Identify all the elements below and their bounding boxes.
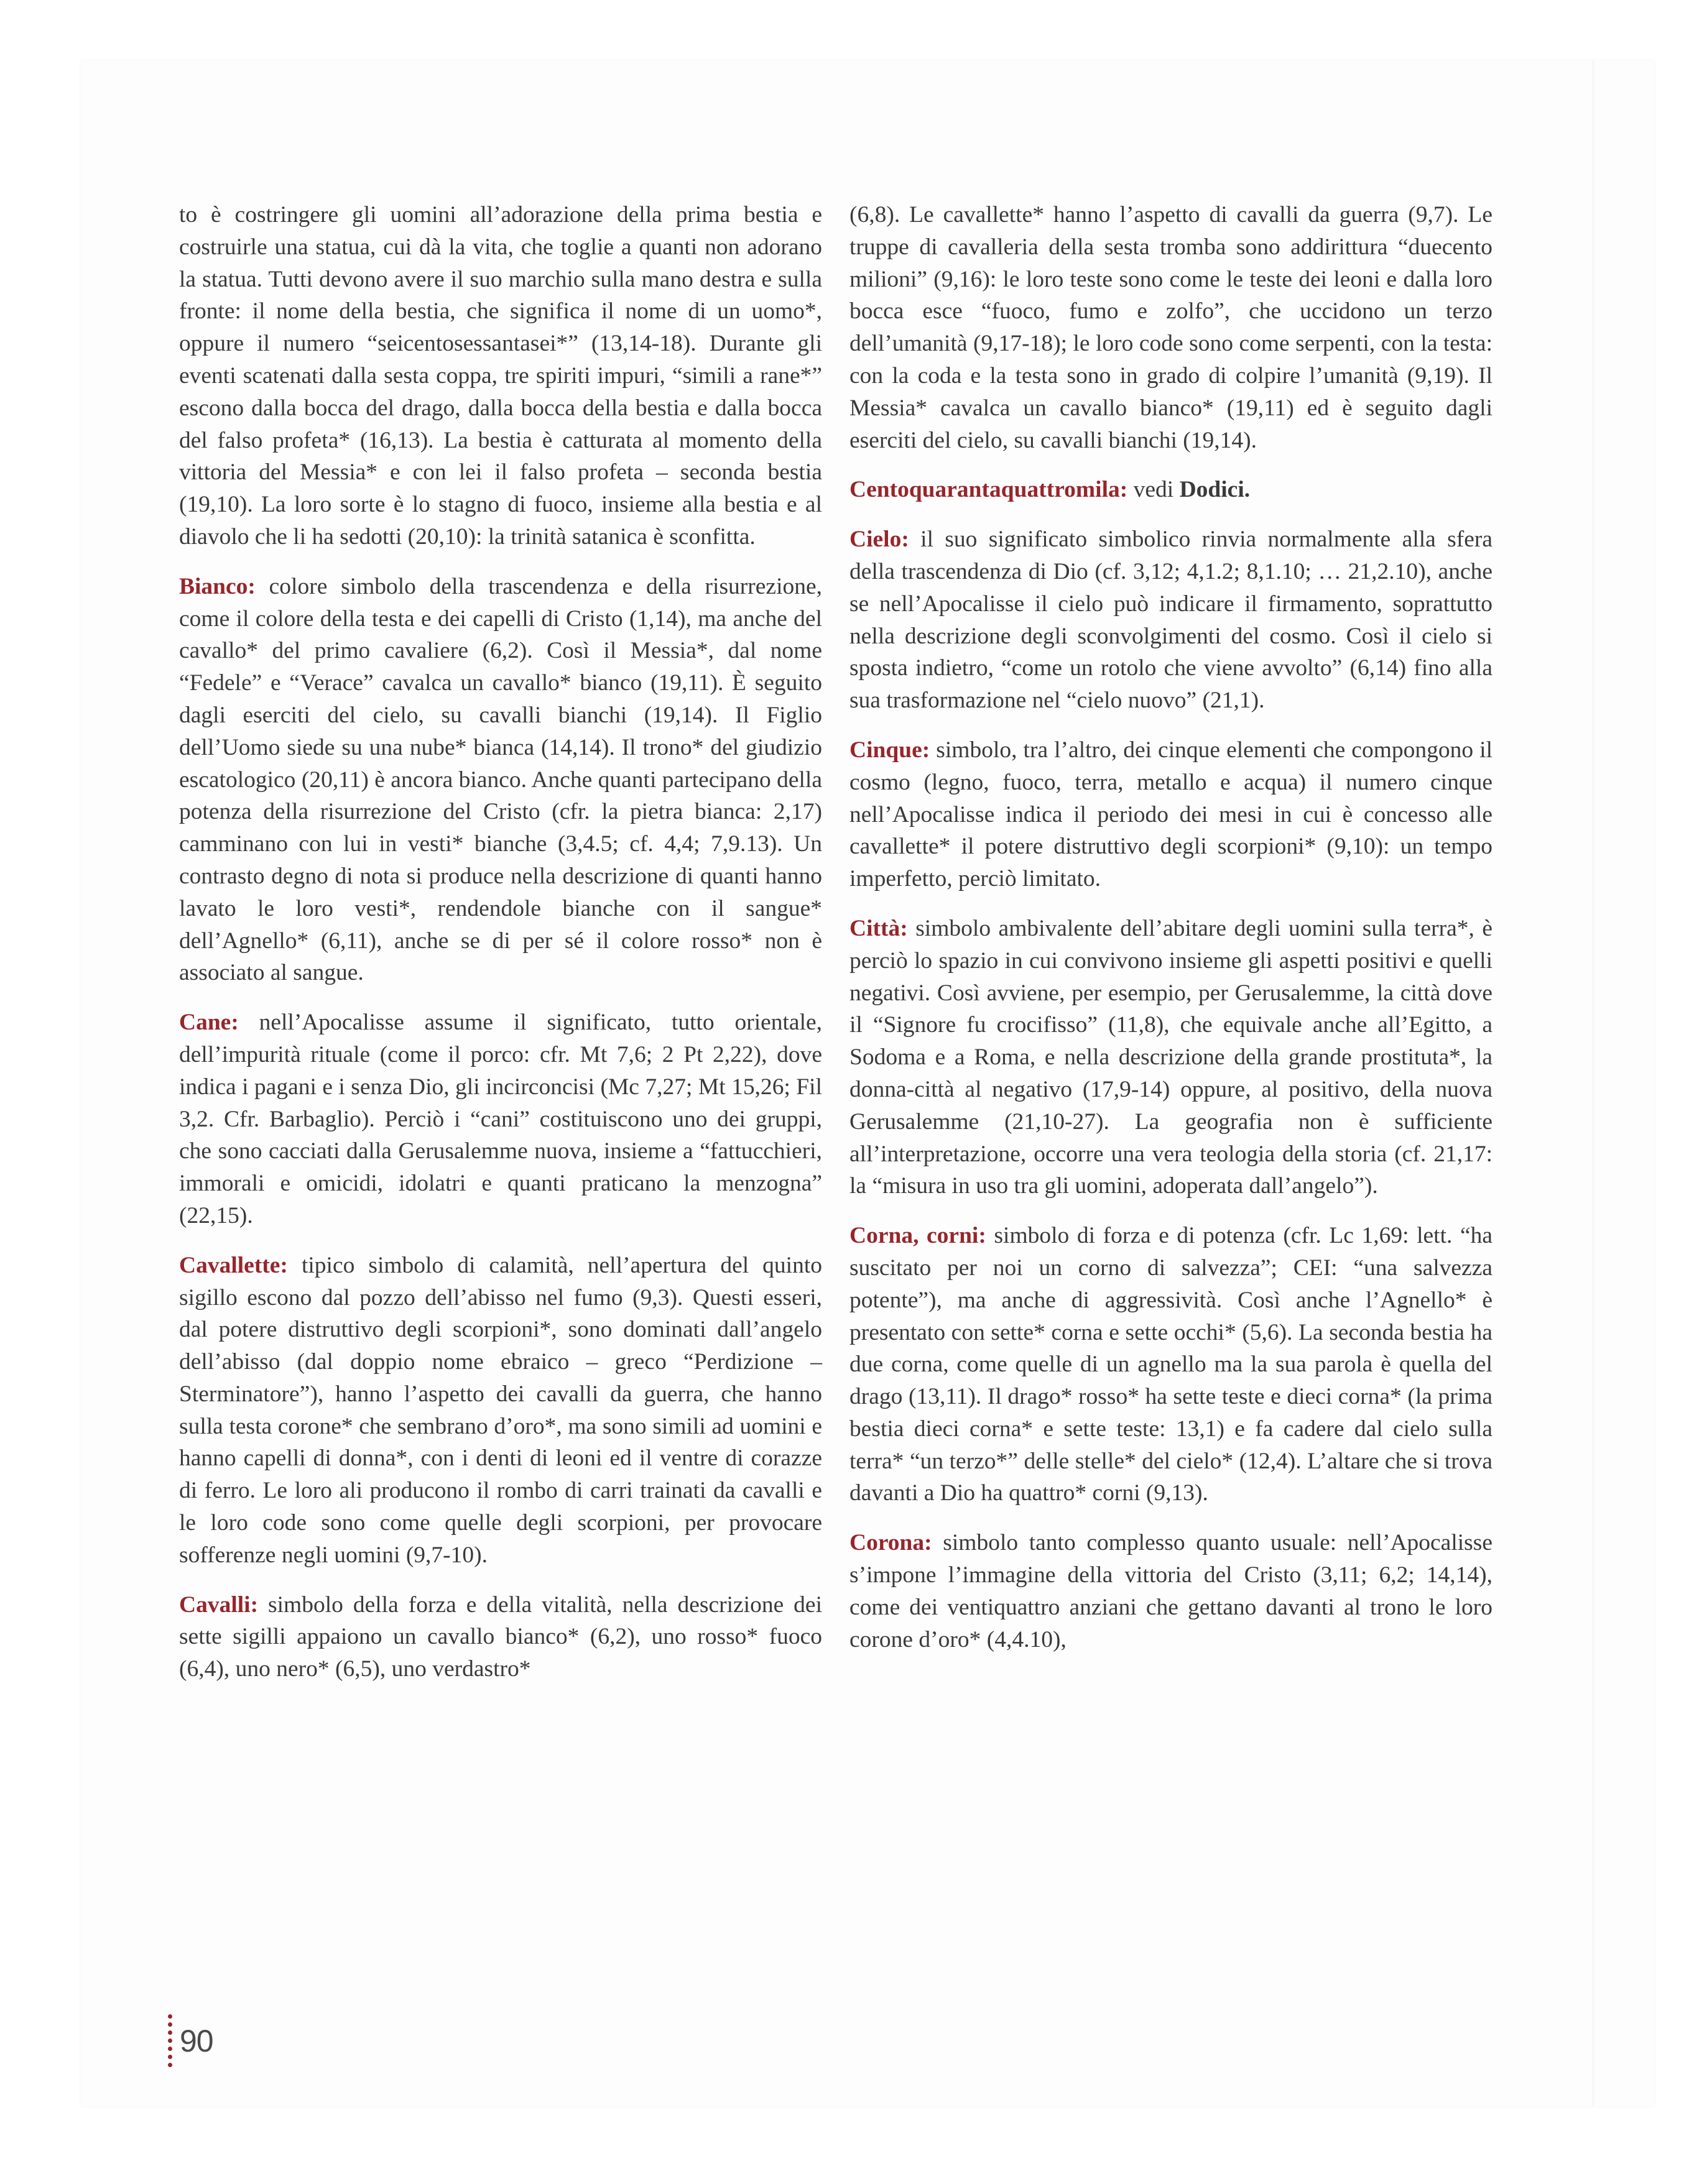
entry-text: simbolo di forza e di potenza (cfr. Lc 1,69: lett. “ha suscitato per noi un corno di salvezza”; CEI: “una salvezza potente”), ma anche di aggressività. Così anche l’Agnello* è presentato con sette* corna e sette occhi* (5,6). La seconda bestia ha due corna, come quelle di un agnello ma la sua parola è quella del drago (13,11). Il drago* rosso* ha sette teste e dieci corna* (la prima bestia dieci corna* e sette teste: 13,1) e fa cadere dal cielo sulla terra* “un terzo*” delle stelle* del cielo* (12,4). L’altare che si trova davanti a Dio ha quattro* corni (9,13).	[849, 1223, 1493, 1506]
entry-bestia-continuation	[179, 199, 822, 553]
entry-text: il suo significato simbolico rinvia normalmente alla sfera della trascendenza di Dio (cf. 3,12; 4,1.2; 8,1.10; … 21,2.10), anche se nell’Apocalisse il cielo può indicare il firmamento, soprattutto nella descrizione degli sconvolgimenti del cosmo. Così il cielo si sposta indietro, “come un rotolo che viene avvolto” (6,14) fino alla sua trasformazione nel “cielo nuovo” (21,1).	[849, 527, 1492, 714]
entry-cielo	[849, 523, 1492, 717]
entry-term: Bianco:	[179, 573, 256, 599]
entry-cinque	[849, 734, 1492, 895]
entry-text: simbolo tanto complesso quanto usuale: nell’Apocalisse s’impone l’immagine della vittoria del Cristo (3,11; 6,2; 14,14), come dei ventiquattro anziani che gettano davanti al trono le loro corone d’oro* (4,4.10),	[849, 1530, 1492, 1652]
page-footer	[168, 2014, 213, 2067]
right-column	[849, 199, 1492, 1673]
entry-term: Cavalli:	[179, 1592, 259, 1618]
entry-text: nell’Apocalisse assume il significato, tutto orientale, dell’impurità rituale (come il porco: cfr. Mt 7,6; 2 Pt 2,22), dove indica i pagani e i senza Dio, gli incirconcisi (Mc 7,27; Mt 15,26; Fil 3,2. Cfr. Barbaglio). Perciò i “cani” costituiscono uno dei gruppi, che sono cacciati dalla Gerusalemme nuova, insieme a “fattucchieri, immorali e omicidi, idolatri e quanti praticano la menzogna” (22,15).	[179, 1010, 823, 1228]
entry-cavalli-continuation	[849, 199, 1492, 456]
entry-text: simbolo, tra l’altro, dei cinque elementi che compongono il cosmo (legno, fuoco, terra, metallo e acqua) il numero cinque nell’Apocalisse indica il periodo dei mesi in cui è concesso alle cavallette* il potere distruttivo degli scorpioni* (9,10): un tempo imperfetto, perciò limitato.	[849, 737, 1493, 892]
entry-text: colore simbolo della trascendenza e della risurrezione, come il colore della testa e dei capelli di Cristo (1,14), ma anche del cavallo* del primo cavaliere (6,2). Così il Messia*, dal nome “Fedele” e “Verace” cavalca un cavallo* bianco (19,11). È seguito dagli eserciti del cielo, su cavalli bianchi (19,14). Il Figlio dell’Uomo siede su una nube* bianca (14,14). Il trono* del giudizio escatologico (20,11) è ancora bianco. Anche quanti partecipano della potenza della risurrezione del Cristo (cfr. la pietra bianca: 2,17) camminano con lui in vesti* bianche (3,4.5; cf. 4,4; 7,9.13). Un contrasto degno di nota si produce nella descrizione di quanti hanno lavato le loro vesti*, rendendole bianche con il sangue* dell’Agnello* (6,11), anche se di per sé il colore rosso* non è associato al sangue.	[179, 573, 823, 986]
page-number: 90	[180, 2023, 213, 2058]
entry-term: Cane:	[179, 1010, 239, 1036]
cross-reference: Dodici.	[1179, 477, 1251, 503]
entry-term: Città:	[849, 915, 908, 941]
entry-term: Cavallette:	[179, 1252, 288, 1278]
entry-text: simbolo ambivalente dell’abitare degli uomini sulla terra*, è perciò lo spazio in cui convivono insieme gli aspetti positivi e quelli negativi. Così avviene, per esempio, per Gerusalemme, la città dove il “Signore fu crocifisso” (11,8), che equivale anche all’Egitto, a Sodoma e a Roma, e nella descrizione della grande prostituta*, la donna-città al negativo (17,9-14) oppure, al positivo, della nuova Gerusalemme (21,10-27). La geografia non è sufficiente all’interpretazione, occorre una vera teologia della storia (cf. 21,17: la “misura in uso tra gli uomini, adoperata dall’angelo”).	[849, 915, 1492, 1199]
entry-cane	[179, 1007, 822, 1232]
entry-bianco	[179, 571, 822, 989]
left-column	[179, 199, 822, 1703]
entry-text: to è costringere gli uomini all’adorazione della prima bestia e costruirle una statua, cui dà la vita, che toglie a quanti non adorano la statua. Tutti devono avere il suo marchio sulla mano destra e sulla fronte: il nome della bestia, che significa il nome di un uomo*, oppure il numero “seicentosessantasei*” (13,14-18). Durante gli eventi scatenati dalla sesta coppa, tre spiriti impuri, “simili a rane*” escono dalla bocca del drago, dalla bocca della bestia e dalla bocca del falso profeta* (16,13). La bestia è catturata al momento della vittoria del Messia* e con lei il falso profeta – seconda bestia (19,10). La loro sorte è lo stagno di fuoco, insieme alla bestia e al diavolo che li ha sedotti (20,10): la trinità satanica è sconfitta.	[179, 202, 822, 550]
page-fold-shadow	[1592, 61, 1596, 2106]
entry-term: Corna, corni:	[849, 1223, 986, 1249]
entry-text: simbolo della forza e della vitalità, nella descrizione dei sette sigilli appaiono un cavallo bianco* (6,2), uno rosso* fuoco (6,4), uno nero* (6,5), uno verdastro*	[179, 1592, 822, 1682]
entry-term: Centoquarantaquattromila:	[849, 477, 1128, 503]
entry-cavalli	[179, 1589, 822, 1685]
entry-text: vedi	[1133, 477, 1174, 503]
footer-dots-ornament	[168, 2014, 172, 2067]
entry-term: Cielo:	[849, 527, 909, 553]
entry-text: (6,8). Le cavallette* hanno l’aspetto di cavalli da guerra (9,7). Le truppe di cavalleria della sesta tromba sono addirittura “duecento milioni” (9,16): le loro teste sono come le teste dei leoni e dalla loro bocca esce “fuoco, fumo e zolfo”, che uccidono un terzo dell’umanità (9,17-18); le loro code sono come serpenti, con la testa: con la coda e la testa sono in grado di colpire l’umanità (9,19). Il Messia* cavalca un cavallo bianco* (19,11) ed è seguito dagli eserciti del cielo, su cavalli bianchi (19,14).	[849, 202, 1492, 453]
entry-cavallette	[179, 1250, 822, 1572]
entry-centoquarantaquattromila	[849, 474, 1492, 506]
entry-corona	[849, 1527, 1492, 1656]
entry-citta	[849, 913, 1492, 1202]
entry-term: Corona:	[849, 1530, 932, 1556]
entry-corna	[849, 1220, 1492, 1509]
entry-term: Cinque:	[849, 737, 930, 763]
entry-text: tipico simbolo di calamità, nell’apertura del quinto sigillo escono dal pozzo dell’abisso nel fumo (9,3). Questi esseri, dal potere distruttivo degli scorpioni*, sono dominati dall’angelo dell’abisso (dal doppio nome ebraico – greco “Perdizione – Sterminatore”), hanno l’aspetto dei cavalli da guerra, che hanno sulla testa corone* che sembrano d’oro*, ma sono simili ad uomini e hanno capelli di donna*, con i denti di leoni ed il ventre di corazze di ferro. Le loro ali producono il rombo di carri trainati da cavalli e le loro code sono come quelle degli scorpioni, per provocare sofferenze negli uomini (9,7-10).	[179, 1252, 822, 1568]
